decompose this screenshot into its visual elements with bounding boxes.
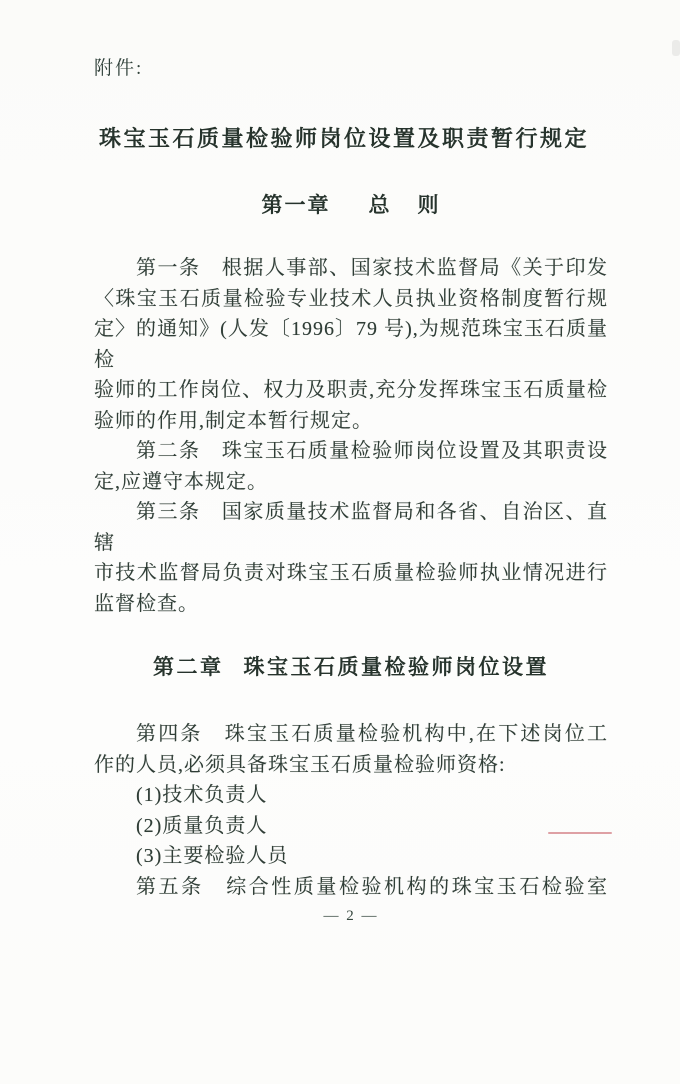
body-line: 第三条 国家质量技术监督局和各省、自治区、直辖 [94, 501, 608, 554]
body-line: 第二条 珠宝玉石质量检验师岗位设置及其职责设 [136, 440, 608, 462]
body-line: 作的人员,必须具备珠宝玉石质量检验师资格: [94, 753, 506, 776]
body-line: 验师的工作岗位、权力及职责,充分发挥珠宝玉石质量检 [94, 379, 608, 401]
chapter-1-heading [94, 194, 608, 218]
body-line: 第五条 综合性质量检验机构的珠宝玉石检验室 [136, 875, 608, 898]
body-line: 验师的作用,制定本暂行规定。 [94, 409, 373, 432]
body-line: 〈珠宝玉石质量检验专业技术人员执业资格制度暂行规 [94, 287, 608, 310]
chapter-2-heading [94, 656, 608, 680]
attachment-label: 附件: [94, 58, 144, 79]
page-number: — 2 — [323, 908, 379, 924]
scan-artifact-smudge [672, 40, 680, 56]
body-line: 监督检查。 [94, 592, 199, 615]
chapter-2-number: 第二章 [153, 656, 224, 679]
body-line-list-item: (3)主要检验人员 [136, 845, 289, 867]
chapter-2-body [94, 719, 608, 902]
body-line: 第四条 珠宝玉石质量检验机构中,在下述岗位工 [136, 723, 608, 745]
chapter-1-number: 第一章 [261, 194, 331, 217]
scan-artifact-red-line [548, 832, 612, 834]
chapter-1-title-word-2: 则 [417, 194, 441, 217]
body-line: 第一条 根据人事部、国家技术监督局《关于印发 [136, 257, 608, 279]
document-title: 珠宝玉石质量检验师岗位设置及职责暂行规定 [98, 126, 589, 151]
chapter-1-title-word-1: 总 [368, 194, 392, 217]
body-line: 定,应遵守本规定。 [94, 470, 268, 493]
body-line-list-item: (2)质量负责人 [136, 814, 268, 837]
chapter-2-title: 珠宝玉石质量检验师岗位设置 [243, 656, 549, 679]
body-line: 市技术监督局负责对珠宝玉石质量检验师执业情况进行 [94, 562, 608, 584]
body-line-list-item: (1)技术负责人 [136, 784, 268, 806]
chapter-1-body [94, 253, 608, 619]
body-line: 定〉的通知》(人发〔1996〕79 号),为规范珠宝玉石质量检 [94, 318, 608, 371]
